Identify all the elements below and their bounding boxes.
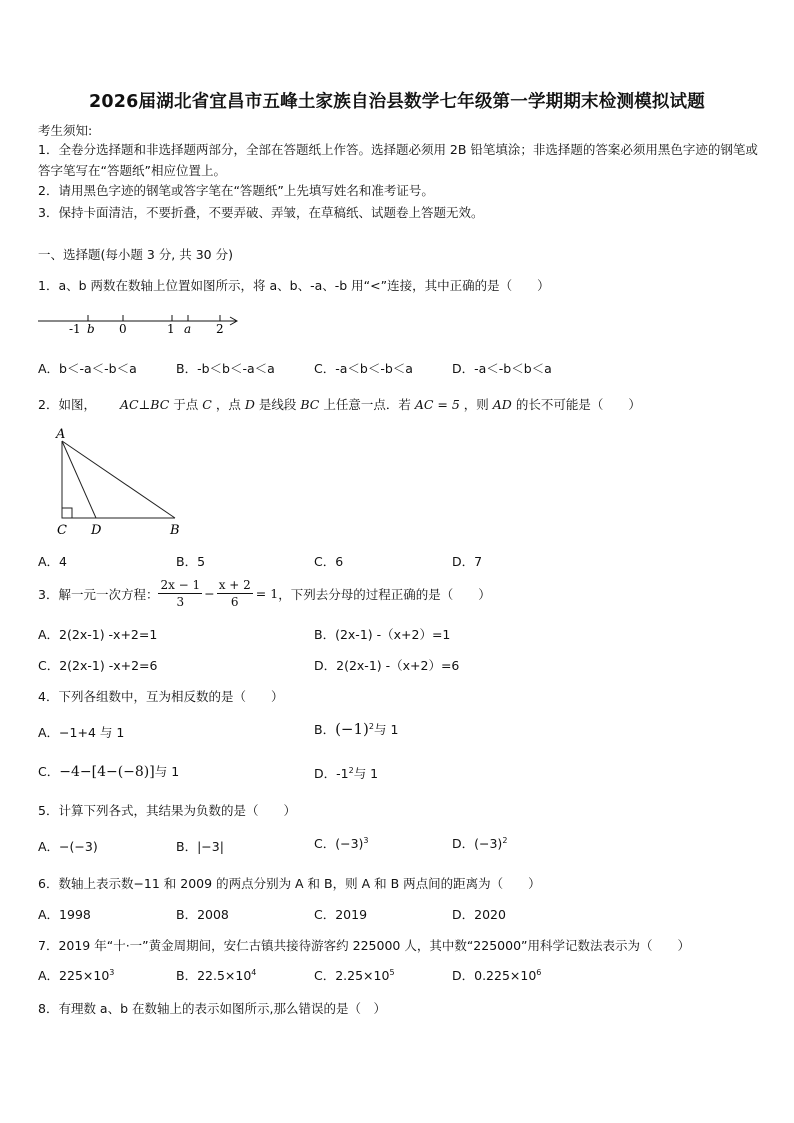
q2-stem-part: 于点 xyxy=(173,397,199,412)
option-tail: 与 1 xyxy=(374,722,399,737)
option-math: -1 xyxy=(336,766,349,781)
axis-label-0: 0 xyxy=(119,322,127,336)
exponent: 3 xyxy=(109,967,115,977)
q4-option-a: A．−1+4 与 1 xyxy=(38,725,125,740)
q6-option-b: B．2008 xyxy=(176,907,229,922)
q2-stem-math: BC xyxy=(300,397,320,412)
q3-option-d: D．2(2x-1) -（x+2）=6 xyxy=(314,658,460,673)
option-label: B． xyxy=(314,722,336,737)
notice-item-1: 1．全卷分选择题和非选择题两部分，全部在答题纸上作答。选择题必须用 2B 铅笔填涂；非选择题的答案必须用黑色字迹的钢笔或答字笔写在“答题纸”相应位置上。 xyxy=(38,142,758,178)
equals-one: = 1 xyxy=(255,586,279,601)
section-heading: 一、选择题(每小题 3 分, 共 30 分) xyxy=(38,247,233,262)
q4-option-d xyxy=(314,764,378,782)
q2-stem-part: 的长不可能是（ ） xyxy=(515,397,641,412)
q1-number-line xyxy=(36,308,242,338)
q3-option-a: A．2(2x-1) -x+2=1 xyxy=(38,627,158,642)
q2-stem-part: ，点 xyxy=(215,397,241,412)
q8-stem: 8．有理数 a、b 在数轴上的表示如图所示,那么错误的是（ ） xyxy=(38,1001,386,1016)
exponent: 3 xyxy=(363,835,369,845)
q2-option-d: D．7 xyxy=(452,554,483,569)
notice-heading: 考生须知: xyxy=(38,123,93,138)
exponent: 2 xyxy=(502,835,508,845)
q1-option-a: A．b＜-a＜-b＜a xyxy=(38,361,137,376)
q2-stem-math: D xyxy=(244,397,255,412)
page-title: 2026届湖北省宜昌市五峰土家族自治县数学七年级第一学期期末检测模拟试题 xyxy=(89,92,705,112)
option-math: (−1) xyxy=(335,720,369,738)
exponent: 2 xyxy=(368,721,374,731)
q7-option-d xyxy=(452,966,541,984)
fraction-numerator: 2x − 1 xyxy=(160,578,201,592)
option-math: B．22.5×10 xyxy=(176,968,252,983)
q1-option-d: D．-a＜-b＜b＜a xyxy=(452,361,552,376)
q4-stem: 4．下列各组数中，互为相反数的是（ ） xyxy=(38,689,284,704)
q2-stem-math: C xyxy=(202,397,212,412)
q2-stem-part: ，则 xyxy=(463,397,489,412)
option-tail: 与 1 xyxy=(353,766,379,781)
exponent: 6 xyxy=(536,967,542,977)
q2-stem-part: 上任意一点．若 xyxy=(323,397,411,412)
exponent: 5 xyxy=(389,967,395,977)
exponent: 2 xyxy=(348,765,354,775)
axis-label-neg1: -1 xyxy=(69,322,81,336)
q2-stem xyxy=(38,395,641,413)
fraction-numerator: x + 2 xyxy=(218,578,251,592)
minus-sign: − xyxy=(204,586,215,601)
notice-item-3: 3．保持卡面清洁，不要折叠，不要弄破、弄皱，在草稿纸、试题卷上答题无效。 xyxy=(38,205,484,220)
q6-option-c: C．2019 xyxy=(314,907,368,922)
q7-option-a xyxy=(38,966,114,984)
option-math: −4−[4−(−8)] xyxy=(59,764,155,780)
q3-stem-part: ，下列去分母的过程正确的是（ ） xyxy=(278,586,491,602)
q2-stem-math: AD xyxy=(492,397,512,412)
vertex-label-c: C xyxy=(57,523,67,538)
q2-stem-math: AC⊥BC xyxy=(119,397,170,412)
q2-triangle-figure xyxy=(50,424,190,542)
fraction-denominator: 3 xyxy=(176,595,185,609)
q1-stem: 1．a、b 两数在数轴上位置如图所示，将 a、b、-a、-b 用“<”连接，其中正确的是（ ） xyxy=(38,278,550,293)
q3-fraction-1 xyxy=(158,577,202,610)
option-math: C．2.25×10 xyxy=(314,968,390,983)
q2-stem-part: 是线段 xyxy=(258,397,297,412)
axis-label-b: b xyxy=(87,322,95,336)
q3-stem xyxy=(38,577,491,610)
q4-option-b xyxy=(314,720,398,738)
q5-option-c xyxy=(314,834,369,852)
q4-option-c xyxy=(38,762,179,780)
q3-stem-part: 3．解一元一次方程： xyxy=(38,586,159,602)
option-label: D． xyxy=(314,766,337,781)
q5-option-d xyxy=(452,834,507,852)
q6-option-a: A．1998 xyxy=(38,907,91,922)
q2-option-c: C．6 xyxy=(314,554,344,569)
q2-option-a: A．4 xyxy=(38,554,68,569)
fraction-denominator: 6 xyxy=(230,595,239,609)
vertex-label-d: D xyxy=(91,523,102,538)
option-tail: 与 1 xyxy=(154,764,180,779)
q3-option-c: C．2(2x-1) -x+2=6 xyxy=(38,658,158,673)
q7-stem: 7．2019 年“十·一”黄金周期间，安仁古镇共接待游客约 225000 人，其中数“225000”用科学记数法表示为（ ） xyxy=(38,938,690,953)
vertex-label-a: A xyxy=(56,427,66,442)
q5-option-b: B．|−3| xyxy=(176,839,224,854)
q6-stem: 6．数轴上表示数−11 和 2009 的两点分别为 A 和 B，则 A 和 B 两点间的距离为（ ） xyxy=(38,876,541,891)
q7-option-c xyxy=(314,966,395,984)
q3-option-b: B．(2x-1) -（x+2）=1 xyxy=(314,627,451,642)
axis-label-a: a xyxy=(184,322,192,336)
q5-option-a: A．−(−3) xyxy=(38,839,98,854)
option-label: C． xyxy=(38,764,60,779)
q2-stem-part: 2．如图， xyxy=(38,397,96,412)
axis-label-1: 1 xyxy=(167,322,175,336)
q7-option-b xyxy=(176,966,256,984)
vertex-label-b: B xyxy=(170,523,180,538)
option-math: D．(−3) xyxy=(452,836,503,851)
q2-stem-math: AC = 5 xyxy=(414,397,460,412)
q3-fraction-2 xyxy=(217,577,253,610)
option-math: C．(−3) xyxy=(314,836,364,851)
q2-option-b: B．5 xyxy=(176,554,206,569)
option-math: D．0.225×10 xyxy=(452,968,537,983)
axis-label-2: 2 xyxy=(216,322,224,336)
option-math: A．225×10 xyxy=(38,968,110,983)
notice-item-2: 2．请用黑色字迹的钢笔或答字笔在“答题纸”上先填写姓名和准考证号。 xyxy=(38,183,434,198)
q1-option-b: B．-b＜b＜-a＜a xyxy=(176,361,275,376)
q5-stem: 5．计算下列各式，其结果为负数的是（ ） xyxy=(38,803,296,818)
exponent: 4 xyxy=(251,967,257,977)
q1-option-c: C．-a＜b＜-b＜a xyxy=(314,361,413,376)
q6-option-d: D．2020 xyxy=(452,907,506,922)
